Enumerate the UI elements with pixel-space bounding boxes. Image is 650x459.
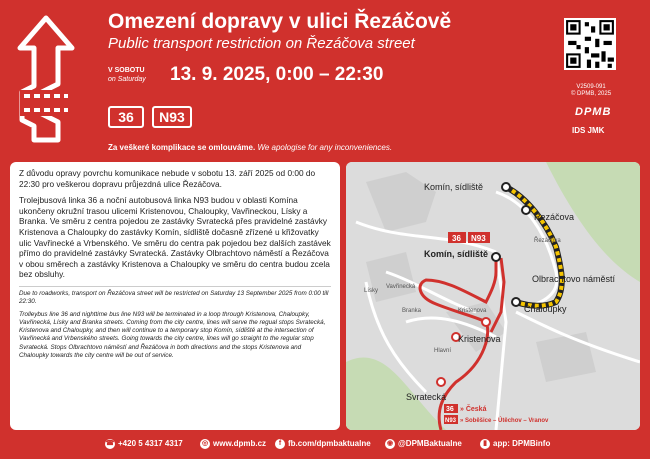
paragraph-detail-en: Trolleybus line 36 and nighttime bus line N93 will be terminated in a loop through Kristenova, Chaloupky, Vavřinecká, Lísky and Branka streets. Coming from the city centre, lines will serve the regual stops Svratecká, Kristenova and Chaloupky, and then will continue to a temporary stop Komín, sídliště at the intersection of Vavřinecká and Vrbenského streets. Going towards the city centre, lines will go straight to the regular stop Svratecká. Stops Olbrachtovo náměstí and Řezáčova in both directions and the stops Kristenova and Chaloupky towards the city centre will be out of service. [19,310,326,360]
instagram-icon: ◉ [386,440,394,447]
map-stop-chaloupky: Chaloupky [524,304,567,314]
map-street-lisky: Lísky [364,288,379,294]
map-street-kristenova: Kristenova [458,308,487,314]
route-map [346,162,640,430]
info-text-panel [10,162,340,430]
dpmb-logo: DPMB [575,106,612,118]
apology-cz: Za veškeré komplikace se omlouváme. [108,143,256,152]
qr-code-icon[interactable] [564,18,616,70]
map-stop-komin-top: Komín, sídliště [424,182,484,192]
footer-facebook[interactable]: f fb.com/dpmbaktualne [275,439,371,449]
date-label-cz: V SOBOTU [108,67,145,74]
map-street-vavrinecka: Vavřinecká [386,284,416,290]
map-stop-komin-temp: Komín, sídliště [424,249,489,259]
divider [19,286,331,287]
restriction-arrow-icon [14,14,78,144]
map-badge-n93-label: N93 [471,234,486,243]
legend-line-n93: N93 [445,418,457,424]
map-stop-svratecka: Svratecká [406,392,447,402]
paragraph-detail: Trolejbusová linka 36 a noční autobusová linka N93 budou v oblasti Komína ukončeny okružní trasou ulicemi Kristenovou, Chaloupky, Vavřineckou, Lísky a Branka. Ve směru z centra pojedou ze zastávky Svratecká přes pravidelné zastávky Kristenova a Chaloupky do zastávky Komín, sídliště dočasně zřízené u křižovatky ulic Vavřinecké a Vrbenského. Ve směru do centra pak pojedou bez dalších zastávek přímo do pravidelné zastávky Svratecká. Zastávky Olbrachtovo náměstí a Řezáčova v obou směrech a zastávky Kristenova a Chaloupky ve směru do centra budou zcela bez obsluhy. [19,195,331,280]
date-value: 13. 9. 2025, 0:00 – 22:30 [170,64,384,85]
apology-text [108,143,392,152]
phone-icon: ☎ [105,440,115,447]
facebook-icon: f [275,439,285,449]
footer [0,436,650,456]
page-title: Omezení dopravy v ulici Řezáčově [108,10,452,33]
footer-phone[interactable]: ☎ +420 5 4317 4317 [105,439,183,449]
phone-app-icon: ▮ [480,439,490,449]
legend-dest-n93: » Soběšice – Útěchov – Vranov [460,418,549,424]
legend-dest-36: » Česká [460,406,487,413]
footer-app[interactable]: ▮ app: DPMBinfo [480,439,550,449]
apology-en: We apologise for any inconveniences. [257,143,393,152]
map-street-hlavni: Hlavní [434,348,452,354]
date-label-en: on Saturday [108,76,146,83]
line-badge-n93: N93 [152,106,192,128]
route-map-svg [346,162,640,430]
map-stop-rezacova: Řezáčova [534,212,575,222]
map-street-rezacova: Řezáčova [534,238,561,244]
qr-code-id: V2509-091 [576,84,606,90]
paragraph-intro-en: Due to roadworks, transport on Řezáčova street will be restricted on Saturday 13 September 2025 from 0:00 till 22:30. [19,289,329,306]
qr-caption [566,84,616,98]
page-subtitle: Public transport restriction on Řezáčova street [108,35,415,52]
map-stop-olbrachtovo: Olbrachtovo náměstí [532,274,616,284]
map-badge-36-label: 36 [452,234,461,243]
paragraph-intro: Z důvodu opravy povrchu komunikace nebude v sobotu 13. září 2025 od 0:00 do 22:30 pro veškerou dopravu průjezdná ulice Řezáčova. [19,168,316,189]
line-badge-36: 36 [108,106,144,128]
copyright: © DPMB, 2025 [570,91,612,97]
date-label [108,66,146,84]
footer-instagram[interactable]: ◉ @DPMBaktualne [386,439,462,449]
map-street-branka: Branka [402,308,422,314]
map-stop-kristenova: Kristenova [458,334,501,344]
legend-line-36: 36 [446,406,454,413]
ids-jmk-logo: IDS JMK [572,126,605,135]
globe-icon: ◎ [201,440,209,447]
footer-web[interactable]: ◎ www.dpmb.cz [201,439,267,449]
